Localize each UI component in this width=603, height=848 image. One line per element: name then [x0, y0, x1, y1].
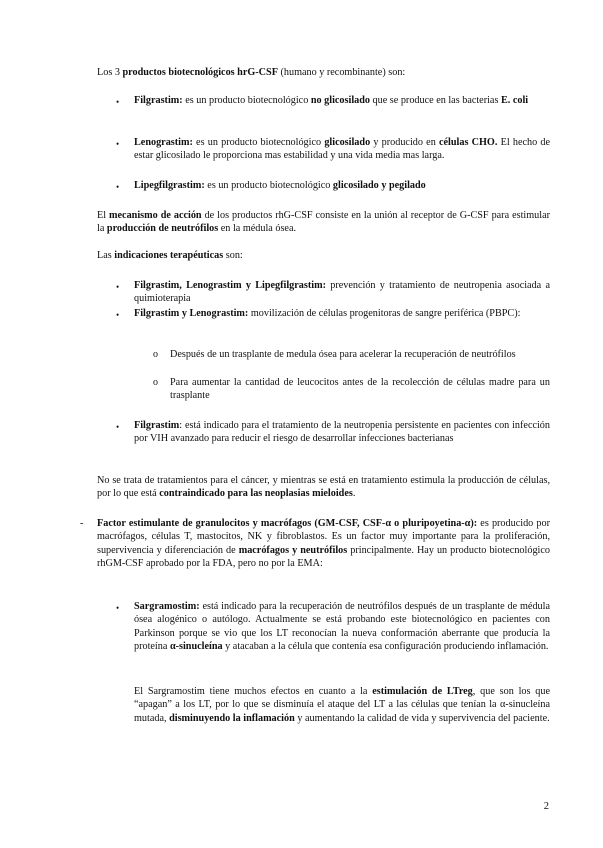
circle-bullet-icon: o: [153, 349, 158, 360]
circle-bullet-icon: o: [153, 377, 158, 388]
sub-list-item: Después de un trasplante de medula ósea para acelerar la recuperación de neutrófilos: [170, 349, 516, 360]
bullet-icon: •: [116, 603, 120, 613]
list-item-indication-vih: Filgrastim: está indicado para el tratamiento de la neutropenia persistente en pacientes con infección por VIH avanzado para reducir el riesgo de desarrollar infecciones bacterianas: [134, 420, 550, 445]
bullet-icon: •: [116, 310, 120, 320]
sub-list-item: Para aumentar la cantidad de leucocitos antes de la recolección de células madre para un trasplante: [170, 377, 550, 402]
bullet-icon: •: [116, 182, 120, 192]
intro-paragraph: Los 3 productos biotecnológicos hrG-CSF (humano y recombinante) son:: [97, 67, 406, 78]
list-item-lipegfilgrastim: Lipegfilgrastim: es un producto biotecnológico glicosilado y pegilado: [134, 180, 426, 191]
dash-bullet-icon: -: [80, 518, 84, 529]
bullet-icon: •: [116, 97, 120, 107]
mechanism-paragraph: El mecanismo de acción de los productos rhG-CSF consiste en la unión al receptor de G-CSF para estimular la producción de neutrófilos en la médula ósea.: [97, 210, 550, 235]
list-item-indication-pbpc: Filgrastim y Lenograstim: movilización de células progenitoras de sangre periférica (PBPC):: [134, 308, 521, 319]
list-item-filgrastim: Filgrastim: es un producto biotecnológico no glicosilado que se produce en las bacterias E. coli: [134, 95, 529, 106]
indications-heading: Las indicaciones terapéuticas son:: [97, 250, 243, 261]
gmcsf-paragraph: Factor estimulante de granulocitos y macrófagos (GM-CSF, CSF-α o pluripoyetina-α): es producido por macrófagos, células T, mastocitos, NK y fibroblastos. Es un factor muy importante para la proliferación, supervivencia y diferenciación de macrófagos y neutrófilos principalmente. Hay un producto biotecnológico rhGM-CSF aprobado por la FDA, pero no por la EMA:: [97, 518, 550, 570]
list-item-lenograstim: Lenograstim: es un producto biotecnológico glicosilado y producido en células CHO. El hecho de estar glicosilado le proporciona mas estabilidad y una vida media mas larga.: [134, 137, 550, 162]
list-item-sargramostim: Sargramostim: está indicado para la recuperación de neutrófilos después de un trasplante de médula ósea alogénico o autólogo. Actualmente se está probando este biotecnológico en pacientes con Parkinson porque se vio que los LT reconocían la nueva conformación aberrante que producía la proteína α-sinucleína y atacaban a la célula que contenía esa configuración produciendo inflamación.: [134, 601, 550, 653]
bullet-icon: •: [116, 139, 120, 149]
page-number: 2: [543, 801, 549, 812]
bullet-icon: •: [116, 282, 120, 292]
sargramostim-paragraph: El Sargramostim tiene muchos efectos en cuanto a la estimulación de LTreg, que son los que “apagan” a los LT, por lo que se disminuía el ataque del LT a las células que tenían la α-sinucleína mutada, disminuyendo la inflamación y aumentando la calidad de vida y supervivencia del paciente.: [134, 686, 550, 724]
list-item-indication-neutropenia: Filgrastim, Lenograstim y Lipegfilgrastim: prevención y tratamiento de neutropenia asociada a quimioterapia: [134, 280, 550, 305]
contraindication-paragraph: No se trata de tratamientos para el cáncer, y mientras se está en tratamiento estimula la producción de células, por lo que está contraindicado para las neoplasias mieloides.: [97, 475, 550, 500]
bullet-icon: •: [116, 422, 120, 432]
